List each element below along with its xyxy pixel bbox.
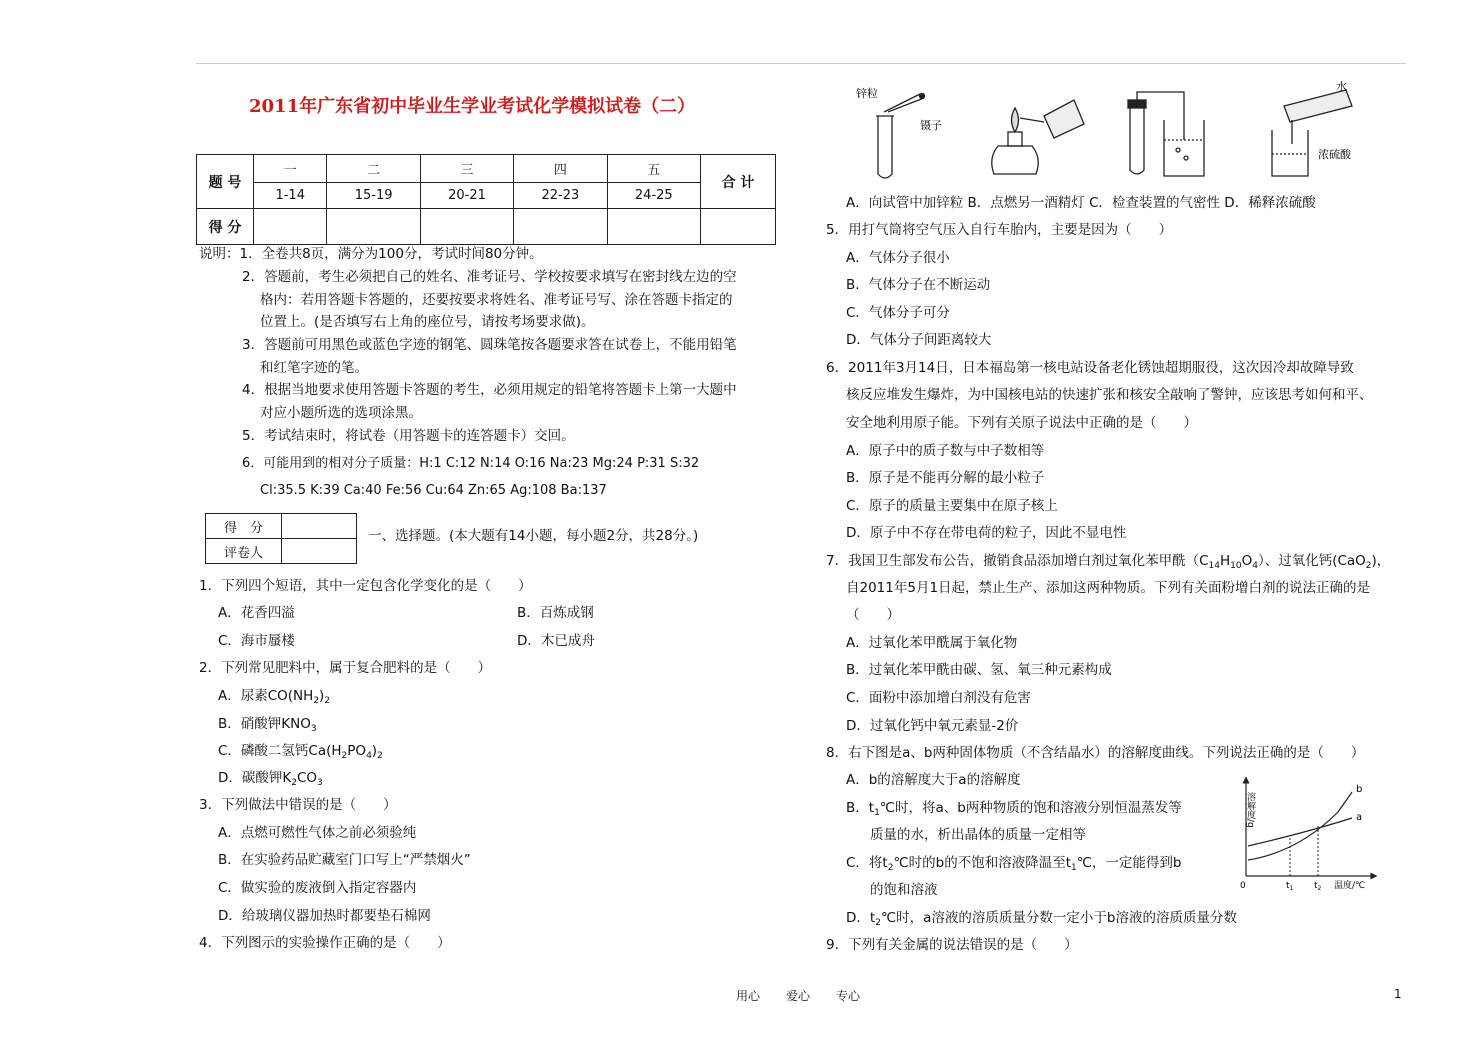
y-axis-label: 溶解度/g xyxy=(1245,792,1255,828)
footer-text: 用心 xyxy=(736,989,761,1003)
grader-name-cell[interactable] xyxy=(282,539,357,564)
score-table-section: 三 xyxy=(420,155,513,183)
question-stem: 6．2011年3月14日，日本福岛第一核电站设备老化锈蚀超期服役，这次因冷却故障导致 xyxy=(826,360,1354,376)
score-table-section: 四 xyxy=(514,155,607,183)
question-option[interactable]: A．过氧化苯甲酰属于氧化物 xyxy=(846,635,1018,651)
question-stem: 8．右下图是a、b两种固体物质（不含结晶水）的溶解度曲线。下列说法正确的是（ ） xyxy=(826,745,1365,761)
question-stem: 7．我国卫生部发布公告，撤销食品添加增白剂过氧化苯甲酰$(C_{14}H_{10}O_4)$、过氧化钙(CaO$_2$)， xyxy=(826,553,1391,571)
origin-label: 0 xyxy=(1240,881,1246,891)
note-line: 3．答题前可用黑色或蓝色字迹的钢笔、圆珠笔按各题要求答在试卷上，不能用铅笔 xyxy=(242,337,737,353)
question-stem: 安全地利用原子能。下列有关原子说法中正确的是（ ） xyxy=(846,415,1197,431)
footer-text: 专心 xyxy=(836,989,861,1003)
question-option[interactable]: A．b的溶解度大于a的溶解度 xyxy=(846,772,1021,788)
question-option[interactable]: D．$t_2℃$时，a溶液的溶质质量分数一定小于b溶液的溶质质量分数 xyxy=(846,910,1237,928)
score-cell[interactable] xyxy=(420,209,513,245)
question-option[interactable]: D．木已成舟 xyxy=(517,633,595,649)
label-conc-acid: 浓硫酸 xyxy=(1318,148,1351,161)
score-table-number-label: 题 号 xyxy=(197,155,254,209)
experiment-figure xyxy=(848,80,1378,190)
note-line: 对应小题所选的选项涂黑。 xyxy=(260,405,422,421)
question-stem: 2．下列常见肥料中，属于复合肥料的是（ ） xyxy=(199,660,492,676)
solubility-graph xyxy=(1228,772,1380,894)
question-stem: 1．下列四个短语，其中一定包含化学变化的是（ ） xyxy=(199,578,532,594)
question-option[interactable]: D．碳酸钾$K_2CO_3$ xyxy=(218,770,323,788)
curve-b xyxy=(1248,792,1352,860)
airtightness-illustration xyxy=(1128,92,1204,176)
score-table-range: 15-19 xyxy=(327,183,420,209)
question-options-q4: A．向试管中加锌粒 B．点燃另一酒精灯 C．检查装置的气密性 D．稀释浓硫酸 xyxy=(846,195,1316,211)
question-option[interactable]: D．给玻璃仪器加热时都要垫石棉网 xyxy=(218,908,431,924)
test-tube-tweezers-illustration xyxy=(876,94,925,179)
grader-box xyxy=(205,513,357,564)
question-stem: 3．下列做法中错误的是（ ） xyxy=(199,797,397,813)
note-line: 和红笔字迹的笔。 xyxy=(260,360,368,376)
label-tweezers: 镊子 xyxy=(920,119,942,132)
question-option[interactable]: C．原子的质量主要集中在原子核上 xyxy=(846,498,1058,514)
question-option[interactable]: C．磷酸二氢钙$Ca(H_2PO_4)_2$ xyxy=(218,743,383,761)
score-table xyxy=(196,154,776,245)
question-option[interactable]: A．尿素$CO(NH_2)_2$ xyxy=(218,688,331,706)
dilute-acid-illustration xyxy=(1272,90,1352,176)
note-line: 6．可能用到的相对分子质量：H:1 C:12 N:14 O:16 Na:23 Mg:24 P:31 S:32 xyxy=(242,456,700,471)
note-line: Cl:35.5 K:39 Ca:40 Fe:56 Cu:64 Zn:65 Ag:108 Ba:137 xyxy=(260,483,607,498)
note-line: 2．答题前，考生必须把自己的姓名、准考证号、学校按要求填写在密封线左边的空 xyxy=(242,269,737,285)
score-table-range: 22-23 xyxy=(514,183,607,209)
question-stem: 自2011年5月1日起，禁止生产、添加这两种物质。下列有关面粉增白剂的说法正确的是 xyxy=(846,580,1371,596)
grader-score-label: 得 分 xyxy=(206,514,282,539)
question-option[interactable]: D．原子中不存在带电荷的粒子，因此不显电性 xyxy=(846,525,1127,541)
header-rule xyxy=(196,63,1406,64)
question-option[interactable]: D．过氧化钙中氧元素显-2价 xyxy=(846,718,1019,734)
score-total-cell[interactable] xyxy=(701,209,776,245)
x-axis-label: 温度/℃ xyxy=(1334,881,1366,891)
question-option[interactable]: C．做实验的废液倒入指定容器内 xyxy=(218,880,417,896)
note-line: 格内：若用答题卡答题的，还要按要求将姓名、准考证号写、涂在答题卡指定的 xyxy=(260,292,733,308)
question-option[interactable]: D．气体分子间距离较大 xyxy=(846,332,992,348)
score-cell[interactable] xyxy=(327,209,420,245)
question-option[interactable]: A．点燃可燃性气体之前必须验纯 xyxy=(218,825,417,841)
grader-name-label: 评卷人 xyxy=(206,539,282,564)
score-table-range: 24-25 xyxy=(607,183,700,209)
score-cell[interactable] xyxy=(254,209,327,245)
t2-label: $t_2$ xyxy=(1314,881,1322,892)
question-option-continued: 的饱和溶液 xyxy=(870,882,938,898)
label-zinc: 锌粒 xyxy=(856,87,878,100)
page-title: 2011年广东省初中毕业生学业考试化学模拟试卷（二） xyxy=(249,96,696,117)
question-option[interactable]: C．气体分子可分 xyxy=(846,305,950,321)
question-option[interactable]: B．过氧化苯甲酰由碳、氢、氧三种元素构成 xyxy=(846,662,1112,678)
score-table-range: 20-21 xyxy=(420,183,513,209)
question-option[interactable]: A．气体分子很小 xyxy=(846,250,950,266)
note-line: 说明：1．全卷共8页，满分为100分，考试时间80分钟。 xyxy=(199,246,543,262)
score-table-total-label: 合 计 xyxy=(701,155,776,209)
question-option[interactable]: B．百炼成钢 xyxy=(517,605,594,621)
label-water: 水 xyxy=(1336,80,1347,93)
question-option-continued: 质量的水，析出晶体的质量一定相等 xyxy=(870,827,1086,843)
score-table-section: 一 xyxy=(254,155,327,183)
score-table-section: 二 xyxy=(327,155,420,183)
question-option[interactable]: B．在实验药品贮藏室门口写上“严禁烟火” xyxy=(218,852,471,868)
question-option[interactable]: A．原子中的质子数与中子数相等 xyxy=(846,443,1045,459)
t1-label: $t_1$ xyxy=(1286,881,1294,892)
score-table-range: 1-14 xyxy=(254,183,327,209)
question-option[interactable]: B．$t_1℃$时，将a、b两种物质的饱和溶液分别恒温蒸发等 xyxy=(846,800,1182,818)
curve-b-label: b xyxy=(1356,784,1363,795)
section-heading: 一、选择题。(本大题有14小题，每小题2分，共28分。) xyxy=(368,528,699,544)
question-option[interactable]: C．面粉中添加增白剂没有危害 xyxy=(846,690,1031,706)
question-option[interactable]: C．将$t_2℃$时的b的不饱和溶液降温至$t_1℃$，一定能得到b xyxy=(846,855,1182,873)
curve-a-label: a xyxy=(1356,812,1363,823)
alcohol-lamps-illustration xyxy=(992,100,1084,174)
footer-text: 爱心 xyxy=(786,989,811,1003)
question-option[interactable]: A．花香四溢 xyxy=(218,605,295,621)
note-line: 位置上。(是否填写右上角的座位号，请按考场要求做)。 xyxy=(260,314,595,330)
question-stem: 4．下列图示的实验操作正确的是（ ） xyxy=(199,935,451,951)
score-table-score-label: 得 分 xyxy=(197,209,254,245)
score-cell[interactable] xyxy=(514,209,607,245)
note-line: 4．根据当地要求使用答题卡答题的考生，必须用规定的铅笔将答题卡上第一大题中 xyxy=(242,382,737,398)
question-option[interactable]: B．原子是不能再分解的最小粒子 xyxy=(846,470,1045,486)
grader-score-cell[interactable] xyxy=(282,514,357,539)
question-stem: 核反应堆发生爆炸，为中国核电站的快速扩张和核安全敲响了警钟，应该思考如何和平、 xyxy=(846,387,1373,403)
score-table-section: 五 xyxy=(607,155,700,183)
question-option[interactable]: C．海市蜃楼 xyxy=(218,633,295,649)
question-option[interactable]: B．硝酸钾$KNO_3$ xyxy=(218,716,317,734)
score-cell[interactable] xyxy=(607,209,700,245)
question-stem: 5．用打气筒将空气压入自行车胎内，主要是因为（ ） xyxy=(826,222,1173,238)
page-number: 1 xyxy=(1394,987,1402,1001)
question-stem: （ ） xyxy=(846,607,900,623)
note-line: 5．考试结束时，将试卷（用答题卡的连答题卡）交回。 xyxy=(242,428,575,444)
question-stem: 9．下列有关金属的说法错误的是（ ） xyxy=(826,937,1078,953)
question-option[interactable]: B．气体分子在不断运动 xyxy=(846,277,991,293)
